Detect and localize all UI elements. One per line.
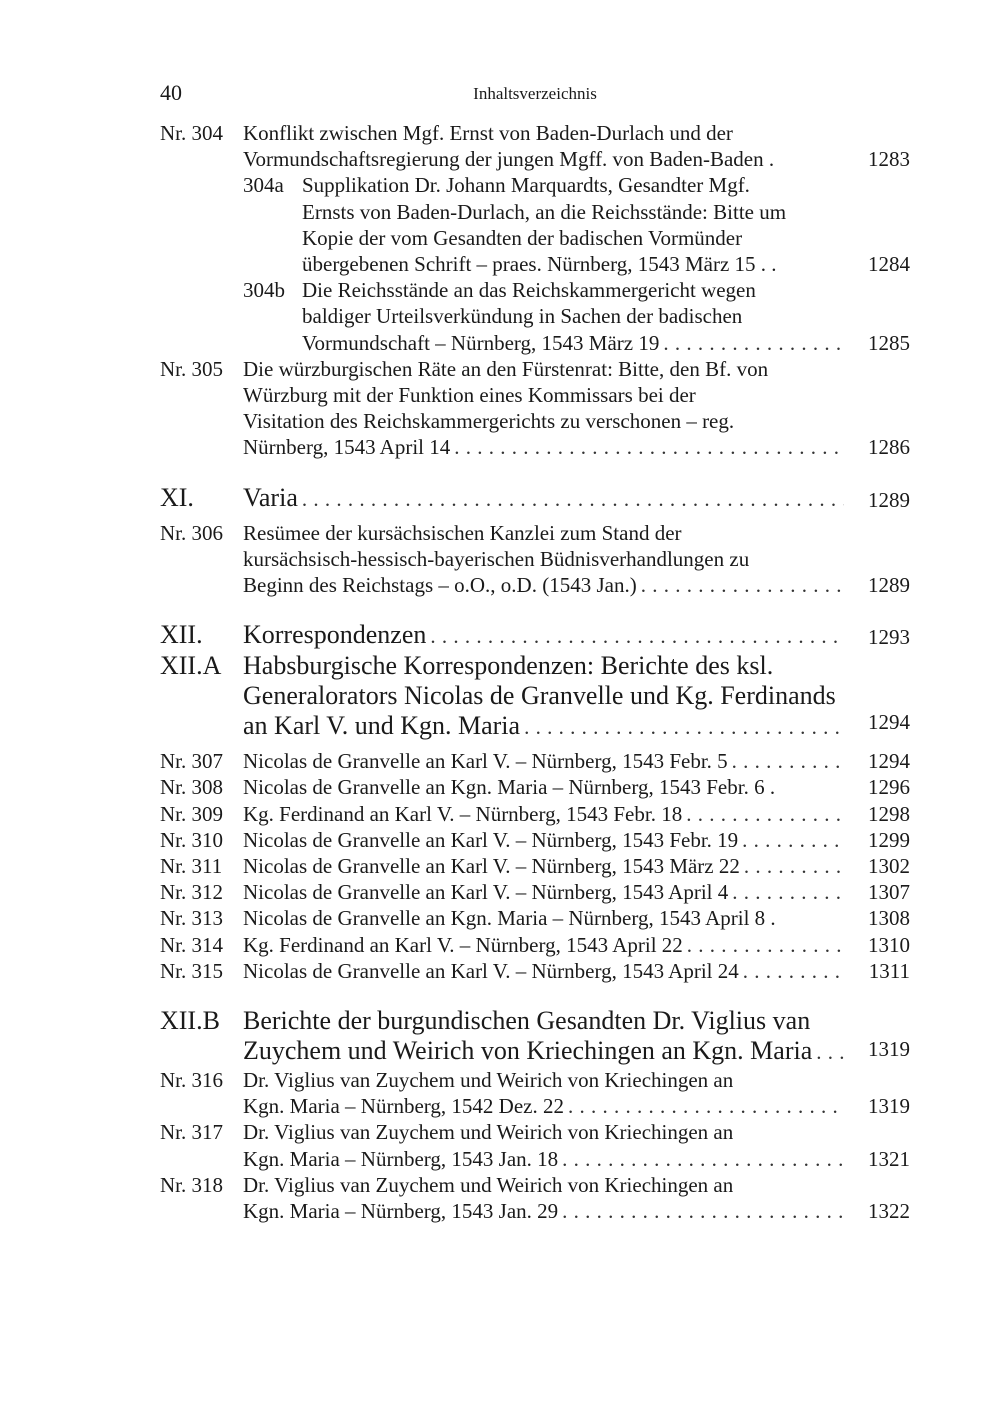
dot-leader	[454, 434, 844, 460]
dot-leader	[686, 801, 844, 827]
entry-number: Nr. 308	[160, 775, 223, 800]
section-page: 1319	[868, 1037, 910, 1062]
entry-line: Nicolas de Granvelle an Kgn. Maria – Nürnberg, 1543 April 8 .	[243, 906, 776, 931]
entry-line: Resümee der kursächsischen Kanzlei zum Stand der	[243, 520, 682, 545]
section-line: Generalorators Nicolas de Granvelle und Kg. Ferdinands	[243, 681, 836, 711]
entry-line: Nicolas de Granvelle an Karl V. – Nürnberg, 1543 März 22	[243, 854, 740, 879]
running-title: Inhaltsverzeichnis	[473, 84, 597, 103]
entry-line: Konflikt zwischen Mgf. Ernst von Baden-Durlach und der	[243, 121, 733, 145]
entry-page: 1283	[868, 147, 910, 171]
section-number: XII.B	[160, 1006, 220, 1036]
entry-line: Kg. Ferdinand an Karl V. – Nürnberg, 1543 April 22	[243, 932, 683, 957]
toc-entry-304b	[160, 277, 910, 356]
entry-line: Die Reichsstände an das Reichskammergericht wegen	[302, 278, 756, 303]
toc-entry-318	[160, 1172, 910, 1224]
dot-leader	[687, 932, 844, 958]
entry-line: Dr. Viglius van Zuychem und Weirich von Kriechingen an	[243, 1068, 734, 1093]
toc-entry-311	[160, 853, 910, 879]
entry-page: 1299	[868, 827, 910, 852]
section-number: XII.A	[160, 651, 222, 681]
toc-entry-307	[160, 748, 910, 774]
entry-page: 1308	[868, 906, 910, 931]
toc-entry-312	[160, 879, 910, 905]
entry-line: Nicolas de Granvelle an Karl V. – Nürnberg, 1543 Febr. 19	[243, 827, 739, 852]
entry-page: 1310	[868, 932, 910, 957]
entry-line: Visitation des Reichskammergerichts zu verschonen – reg.	[243, 409, 735, 434]
entry-line: Kgn. Maria – Nürnberg, 1543 Jan. 18	[243, 1146, 559, 1171]
section-title: Varia	[243, 482, 298, 512]
section-line: Zuychem und Weirich von Kriechingen an Kgn. Maria	[243, 1036, 813, 1066]
toc-entry-306	[160, 520, 910, 599]
entry-number: Nr. 307	[160, 749, 223, 774]
entry-line: Nicolas de Granvelle an Karl V. – Nürnberg, 1543 April 24	[243, 958, 739, 983]
entry-line: Nicolas de Granvelle an Karl V. – Nürnberg, 1543 Febr. 5	[243, 749, 728, 774]
entry-page: 1289	[868, 573, 910, 598]
toc-entry-310	[160, 827, 910, 853]
dot-leader	[663, 330, 844, 356]
section-page: 1289	[868, 487, 910, 512]
entry-line: Würzburg mit der Funktion eines Kommissars bei der	[243, 383, 696, 408]
dot-leader	[744, 853, 844, 879]
dot-leader	[562, 1198, 844, 1224]
entry-number: Nr. 309	[160, 801, 223, 826]
dot-leader	[732, 748, 844, 774]
section-number: XII.	[160, 620, 203, 650]
page-number: 40	[160, 80, 182, 105]
section-xi	[160, 483, 910, 514]
toc-entry-315	[160, 958, 910, 984]
section-xii-a	[160, 651, 910, 742]
entry-line: Dr. Viglius van Zuychem und Weirich von Kriechingen an	[243, 1120, 734, 1145]
entry-line: Vormundschaft – Nürnberg, 1543 März 19	[302, 330, 660, 355]
entry-line: Dr. Viglius van Zuychem und Weirich von Kriechingen an	[243, 1172, 734, 1197]
entry-number: Nr. 318	[160, 1172, 223, 1197]
section-xii	[160, 620, 910, 651]
dot-leader	[732, 879, 844, 905]
entry-page: 1321	[868, 1146, 910, 1171]
entry-line: Kgn. Maria – Nürnberg, 1542 Dez. 22	[243, 1094, 564, 1119]
entry-page: 1319	[868, 1094, 910, 1119]
entry-number: Nr. 306	[160, 520, 223, 545]
section-xii-b	[160, 1006, 910, 1067]
entry-number: Nr. 311	[160, 854, 223, 879]
dot-leader	[742, 827, 844, 853]
entry-line: Nicolas de Granvelle an Kgn. Maria – Nürnberg, 1543 Febr. 6 .	[243, 775, 776, 800]
entry-number: Nr. 312	[160, 880, 223, 905]
entry-page: 1302	[868, 854, 910, 879]
entry-page: 1284	[868, 252, 910, 276]
entry-page: 1307	[868, 880, 910, 905]
entry-number: Nr. 315	[160, 958, 223, 983]
dot-leader	[816, 1037, 844, 1067]
page-header	[160, 80, 910, 108]
dot-leader	[562, 1146, 844, 1172]
toc-entry-308	[160, 774, 910, 800]
entry-number: Nr. 313	[160, 906, 223, 931]
dot-leader	[302, 484, 844, 514]
toc-entry-304a	[160, 172, 910, 277]
entry-line: baldiger Urteilsverkündung in Sachen der badischen	[302, 304, 743, 329]
dot-leader	[430, 621, 844, 651]
section-line: Habsburgische Korrespondenzen: Berichte des ksl.	[243, 651, 774, 681]
entry-number: Nr. 314	[160, 932, 223, 957]
toc-entry-304	[160, 120, 910, 172]
dot-leader	[641, 572, 844, 598]
entry-line: Vormundschaftsregierung der jungen Mgff. von Baden-Baden .	[243, 147, 775, 172]
entry-line: kursächsisch-hessisch-bayerischen Büdnisverhandlungen zu	[243, 546, 750, 571]
section-line: Berichte der burgundischen Gesandten Dr. Viglius van	[243, 1006, 811, 1036]
dot-leader	[524, 712, 844, 742]
entry-line: Kgn. Maria – Nürnberg, 1543 Jan. 29	[243, 1199, 559, 1224]
toc-entry-305	[160, 356, 910, 461]
toc-entry-314	[160, 932, 910, 958]
entry-line: Kg. Ferdinand an Karl V. – Nürnberg, 1543 Febr. 18	[243, 801, 683, 826]
entry-page: 1285	[868, 330, 910, 355]
dot-leader	[568, 1093, 844, 1119]
entry-number: Nr. 316	[160, 1068, 223, 1093]
entry-line: übergebenen Schrift – praes. Nürnberg, 1543 März 15 . .	[302, 252, 777, 277]
section-number: XI.	[160, 482, 194, 512]
section-page: 1293	[868, 625, 910, 650]
entry-page: 1298	[868, 801, 910, 826]
entry-line: Nürnberg, 1543 April 14	[243, 435, 451, 460]
section-line: an Karl V. und Kgn. Maria	[243, 711, 521, 741]
entry-line: Kopie der vom Gesandten der badischen Vormünder	[302, 225, 743, 250]
table-of-contents	[160, 120, 910, 1224]
entry-number: Nr. 317	[160, 1120, 223, 1145]
entry-page: 1286	[868, 435, 910, 460]
dot-leader	[743, 958, 844, 984]
entry-number: 304a	[243, 173, 284, 198]
section-page: 1294	[868, 710, 910, 735]
section-title: Korrespondenzen	[243, 620, 427, 650]
toc-entry-316	[160, 1067, 910, 1119]
toc-entry-313	[160, 905, 910, 931]
entry-number: Nr. 304	[160, 121, 223, 145]
entry-number: Nr. 310	[160, 827, 223, 852]
toc-entry-317	[160, 1119, 910, 1171]
entry-page: 1311	[868, 958, 910, 983]
entry-line: Die würzburgischen Räte an den Fürstenrat: Bitte, den Bf. von	[243, 356, 769, 381]
entry-page: 1296	[868, 775, 910, 800]
entry-number: Nr. 305	[160, 356, 223, 381]
entry-line: Ernsts von Baden-Durlach, an die Reichsstände: Bitte um	[302, 199, 787, 224]
toc-entry-309	[160, 801, 910, 827]
entry-page: 1294	[868, 749, 910, 774]
entry-line: Beginn des Reichstags – o.O., o.D. (1543 Jan.)	[243, 573, 637, 598]
entry-line: Supplikation Dr. Johann Marquardts, Gesandter Mgf.	[302, 173, 750, 198]
entry-line: Nicolas de Granvelle an Karl V. – Nürnberg, 1543 April 4	[243, 880, 729, 905]
entry-page: 1322	[868, 1199, 910, 1224]
entry-number: 304b	[243, 278, 285, 303]
